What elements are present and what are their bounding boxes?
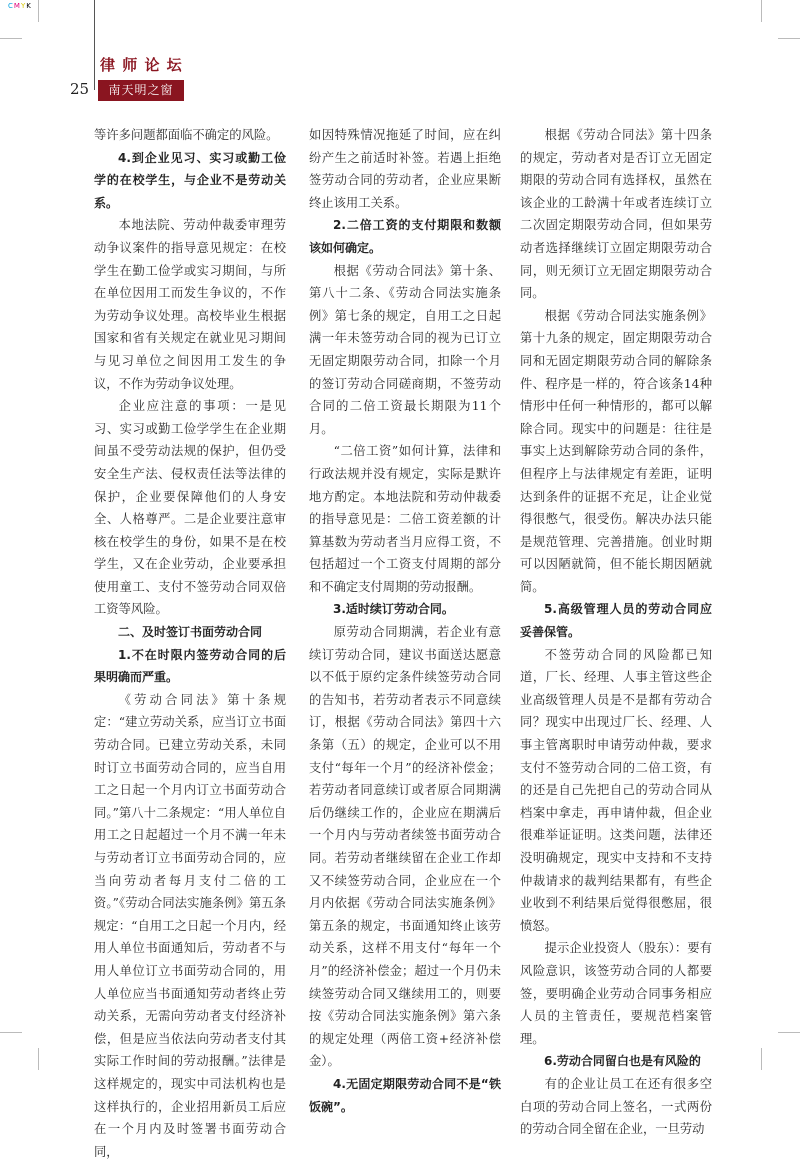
text-column-2 <box>309 124 501 1118</box>
crop-mark-bl-h <box>0 1032 22 1033</box>
crop-mark-br-v <box>761 1048 762 1070</box>
body-paragraph: “二倍工资”如何计算，法律和行政法规并没有规定，实际是默许地方酌定。本地法院和劳动仲裁委的指导意见是：二倍工资差额的计算基数为劳动者当月应得工资，不包括超过一个工资支付周期的部分和不确定支付周期的劳动报酬。 <box>309 444 501 594</box>
section-heading: 4.无固定期限劳动合同不是“铁饭碗”。 <box>309 1076 501 1114</box>
body-paragraph: 根据《劳动合同法》第十四条的规定，劳动者对是否订立无固定期限的劳动合同有选择权，虽然在该企业的工龄满十年或者连续订立二次固定期限劳动合同，但如果劳动者选择继续订立固定期限劳动合同，则无须订立无固定期限劳动合同。 <box>520 128 712 301</box>
section-heading: 3.适时续订劳动合同。 <box>333 602 454 617</box>
section-heading: 5.高级管理人员的劳动合同应妥善保管。 <box>520 602 712 640</box>
body-paragraph: 本地法院、劳动仲裁委审理劳动争议案件的指导意见规定：在校学生在勤工俭学或实习期间，与所在单位因用工而发生争议的，不作为劳动争议处理。高校毕业生根据国家和省有关规定在就业见习期间与见习单位之间因用工发生的争议，不作为劳动争议处理。 <box>94 218 286 391</box>
crop-mark-bl-v <box>38 1048 39 1070</box>
page-number: 25 <box>70 80 90 98</box>
text-column-1 <box>94 124 286 1163</box>
column-name-badge: 南天明之窗 <box>98 80 184 101</box>
section-heading: 4.到企业见习、实习或勤工俭学的在校学生，与企业不是劳动关系。 <box>94 150 286 210</box>
section-heading: 1.不在时限内签劳动合同的后果明确而严重。 <box>94 647 286 685</box>
header-rule <box>94 0 95 90</box>
cmyk-color-bar <box>8 2 32 10</box>
text-column-3 <box>520 124 712 1141</box>
body-paragraph: 提示企业投资人（股东）：要有风险意识，该签劳动合同的人都要签，要明确企业劳动合同事务相应人员的主管责任，要规范档案管理。 <box>520 941 712 1046</box>
body-paragraph: 企业应注意的事项：一是见习、实习或勤工俭学学生在企业期间虽不受劳动法规的保护，但仍受安全生产法、侵权责任法等法律的保护，企业要保障他们的人身安全、人格尊严。二是企业要注意审核在校学生的身份，如果不是在校学生，又在企业劳动，企业要承担使用童工、支付不签劳动合同双倍工资等风险。 <box>94 399 286 617</box>
crop-mark-tr-h <box>778 38 800 39</box>
crop-mark-tr-v <box>761 0 762 22</box>
section-heading: 2.二倍工资的支付期限和数额该如何确定。 <box>309 218 501 255</box>
body-paragraph: 有的企业让员工在还有很多空白项的劳动合同上签名，一式两份的劳动合同全留在企业，一旦劳动 <box>520 1076 712 1137</box>
body-paragraph: 根据《劳动合同法实施条例》第十九条的规定，固定期限劳动合同和无固定期限劳动合同的解除条件、程序是一样的，符合该条14种情形中任何一种情形的，都可以解除合同。现实中的问题是：往往是事实上达到解除劳动合同的条件，但程序上与法律规定有差距，证明达到条件的证据不充足，让企业觉得很憋气，很受伤。解决办法只能是规范管理、完善措施。创业时期可以因陋就简，但不能长期因陋就简。 <box>520 308 712 594</box>
cmyk-k: K <box>26 2 32 10</box>
body-paragraph: 不签劳动合同的风险都已知道，厂长、经理、人事主管这些企业高级管理人员是不是都有劳动合同？现实中出现过厂长、经理、人事主管离职时申请劳动仲裁，要求支付不签劳动合同的二倍工资，有的还是自己先把自己的劳动合同从档案中拿走，再申请仲裁，但企业很难举证证明。这类问题，法律还没明确规定，现实中支持和不支持仲裁请求的裁判结果都有，有些企业收到不利结果后觉得很憋屈，很愤怒。 <box>520 647 712 933</box>
body-paragraph: 如因特殊情况拖延了时间，应在纠纷产生之前适时补签。若遇上拒绝签劳动合同的劳动者，企业应果断终止该用工关系。 <box>309 128 501 210</box>
cmyk-m: M <box>13 2 21 10</box>
cmyk-c: C <box>8 2 14 10</box>
body-paragraph: 等许多问题都面临不确定的风险。 <box>94 128 279 142</box>
section-heading: 6.劳动合同留白也是有风险的 <box>544 1054 701 1069</box>
crop-mark-br-h <box>778 1032 800 1033</box>
body-paragraph: 原劳动合同期满，若企业有意续订劳动合同，建议书面送达愿意以不低于原约定条件续签劳动合同的告知书，若劳动者表示不同意续订，根据《劳动合同法》第四十六条第（五）的规定，企业可以不用支付“每年一个月”的经济补偿金；若劳动者同意续订或者原合同期满后仍继续工作的，企业应在期满后一个月内与劳动者续签书面劳动合同。若劳动者继续留在企业工作却又不续签劳动合同，企业应在一个月内依据《劳动合同法实施条例》第五条的规定，书面通知终止该劳动关系，这样不用支付“每年一个月”的经济补偿金；超过一个月仍未续签劳动合同又继续用工的，则要按《劳动合同法实施条例》第六条的规定处理（两倍工资+经济补偿金）。 <box>309 625 501 1069</box>
cmyk-y: Y <box>20 2 27 10</box>
crop-mark-tl-v <box>38 0 39 22</box>
section-heading: 二、及时签订书面劳动合同 <box>118 625 263 640</box>
body-paragraph: 《劳动合同法》第十条规定：“建立劳动关系，应当订立书面劳动合同。已建立劳动关系，未同时订立书面劳动合同的，应当自用工之日起一个月内订立书面劳动合同。”第八十二条规定：“用人单位自用工之日起超过一个月不满一年未与劳动者订立书面劳动合同的，应当向劳动者每月支付二倍的工资。”《劳动合同法实施条例》第五条规定：“自用工之日起一个月内，经用人单位书面通知后，劳动者不与用人单位订立书面劳动合同的，用人单位应当书面通知劳动者终止劳动关系，无需向劳动者支付经济补偿，但是应当依法向劳动者支付其实际工作时间的劳动报酬。”法律是这样规定的，现实中司法机构也是这样执行的，企业招用新员工后应在一个月内及时签署书面劳动合同， <box>94 692 286 1159</box>
body-paragraph: 根据《劳动合同法》第十条、第八十二条、《劳动合同法实施条例》第七条的规定，自用工之日起满一年未签劳动合同的视为已订立无固定期限劳动合同，扣除一个月的签订劳动合同磋商期，不签劳动合同的二倍工资最长期限为11个月。 <box>309 263 501 436</box>
section-title: 律 师 论 坛 <box>100 56 183 74</box>
crop-mark-tl-h <box>0 38 22 39</box>
